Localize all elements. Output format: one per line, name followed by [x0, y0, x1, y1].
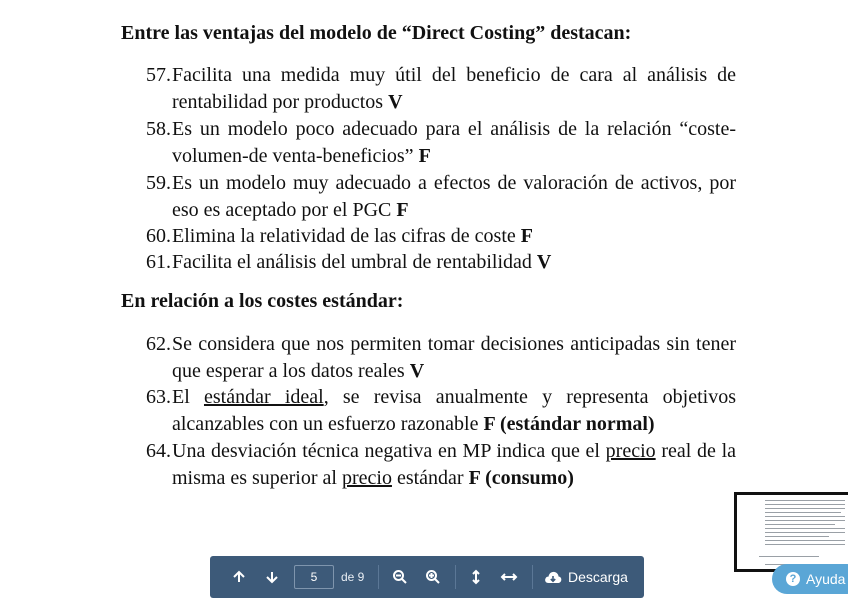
question-63: 63. El estándar ideal, se revisa anualmente y representa objetivos alcanzables con un esfuerzo razonable F (estándar normal) [146, 386, 736, 435]
next-page-button[interactable] [263, 564, 281, 590]
toolbar-divider [532, 565, 533, 589]
total-pages-label: de 9 [341, 570, 365, 584]
question-mark-icon: ? [786, 572, 800, 586]
previous-page-button[interactable] [230, 564, 248, 590]
download-button[interactable]: Descarga [544, 564, 628, 590]
question-62: 62. Se considera que nos permiten tomar decisiones anticipadas sin tener que esperar a los datos reales V [146, 333, 736, 382]
vertical-arrows-icon [470, 569, 482, 585]
zoom-out-icon [392, 569, 408, 585]
help-button[interactable]: ? Ayuda [772, 564, 848, 594]
question-60: 60. Elimina la relatividad de las cifras de coste F [146, 225, 533, 247]
fit-height-button[interactable] [468, 564, 484, 590]
arrow-down-icon [265, 570, 279, 584]
toolbar-divider [378, 565, 379, 589]
zoom-in-icon [425, 569, 441, 585]
question-58: 58. Es un modelo poco adecuado para el análisis de la relación “coste-volumen-de venta-beneficios” F [146, 118, 736, 167]
cloud-download-icon [544, 570, 562, 584]
pdf-viewer-toolbar [210, 556, 644, 598]
section-heading-costes-estandar: En relación a los costes estándar: [121, 290, 404, 312]
question-61: 61. Facilita el análisis del umbral de rentabilidad V [146, 251, 552, 273]
question-57: 57. Facilita una medida muy útil del beneficio de cara al análisis de rentabilidad por productos V [146, 64, 736, 113]
section-heading-direct-costing: Entre las ventajas del modelo de “Direct Costing” destacan: [121, 22, 632, 44]
question-59: 59. Es un modelo muy adecuado a efectos de valoración de activos, por eso es aceptado por el PGC F [146, 172, 736, 221]
zoom-in-button[interactable] [423, 564, 443, 590]
fit-width-button[interactable] [499, 564, 519, 590]
question-64: 64. Una desviación técnica negativa en MP indica que el precio real de la misma es superior al precio estándar F (consumo) [146, 440, 737, 489]
page-number-input[interactable] [294, 565, 334, 589]
page-thumbnail-preview[interactable] [734, 492, 848, 572]
zoom-out-button[interactable] [390, 564, 410, 590]
arrow-up-icon [232, 570, 246, 584]
toolbar-divider [455, 565, 456, 589]
horizontal-arrows-icon [500, 571, 518, 583]
